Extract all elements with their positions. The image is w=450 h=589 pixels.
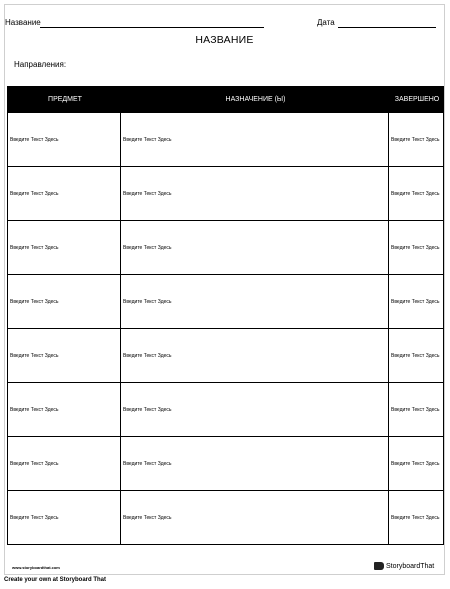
completed-cell[interactable]: Введите Текст Здесь	[389, 275, 444, 329]
column-header-assignment: НАЗНАЧЕНИЕ (Ы)	[121, 87, 389, 113]
column-header-completed: ЗАВЕРШЕНО	[389, 87, 444, 113]
footer-brand	[374, 562, 434, 570]
assignment-cell[interactable]: Введите Текст Здесь	[121, 113, 389, 167]
name-field-line[interactable]	[40, 27, 264, 28]
table-row	[8, 113, 444, 167]
subject-cell[interactable]: Введите Текст Здесь	[8, 275, 121, 329]
completed-cell[interactable]: Введите Текст Здесь	[389, 329, 444, 383]
subject-cell[interactable]: Введите Текст Здесь	[8, 221, 121, 275]
date-field-line[interactable]	[338, 27, 436, 28]
assignment-cell[interactable]: Введите Текст Здесь	[121, 221, 389, 275]
footer-site-url: www.storyboardthat.com	[12, 565, 60, 570]
storyboard-logo-icon	[374, 562, 384, 570]
assignment-cell[interactable]: Введите Текст Здесь	[121, 437, 389, 491]
subject-cell[interactable]: Введите Текст Здесь	[8, 437, 121, 491]
table-row	[8, 221, 444, 275]
assignment-cell[interactable]: Введите Текст Здесь	[121, 491, 389, 545]
completed-cell[interactable]: Введите Текст Здесь	[389, 437, 444, 491]
column-header-subject: ПРЕДМЕТ	[8, 87, 121, 113]
completed-cell[interactable]: Введите Текст Здесь	[389, 491, 444, 545]
table-row	[8, 329, 444, 383]
assignment-cell[interactable]: Введите Текст Здесь	[121, 329, 389, 383]
assignment-cell[interactable]: Введите Текст Здесь	[121, 383, 389, 437]
completed-cell[interactable]: Введите Текст Здесь	[389, 221, 444, 275]
brand-name: StoryboardThat	[386, 562, 435, 570]
assignment-cell[interactable]: Введите Текст Здесь	[121, 167, 389, 221]
completed-cell[interactable]: Введите Текст Здесь	[389, 383, 444, 437]
date-label: Дата	[317, 18, 335, 27]
table-row	[8, 491, 444, 545]
completed-cell[interactable]: Введите Текст Здесь	[389, 113, 444, 167]
assignment-table	[7, 86, 444, 545]
subject-cell[interactable]: Введите Текст Здесь	[8, 491, 121, 545]
name-label: Название	[5, 18, 41, 27]
table-row	[8, 275, 444, 329]
table-row	[8, 437, 444, 491]
assignment-cell[interactable]: Введите Текст Здесь	[121, 275, 389, 329]
worksheet-title: НАЗВАНИЕ	[195, 34, 254, 46]
table-header-row	[8, 87, 444, 113]
subject-cell[interactable]: Введите Текст Здесь	[8, 167, 121, 221]
subject-cell[interactable]: Введите Текст Здесь	[8, 113, 121, 167]
worksheet	[4, 4, 445, 575]
subject-cell[interactable]: Введите Текст Здесь	[8, 329, 121, 383]
completed-cell[interactable]: Введите Текст Здесь	[389, 167, 444, 221]
table-row	[8, 167, 444, 221]
subject-cell[interactable]: Введите Текст Здесь	[8, 383, 121, 437]
directions-label: Направления:	[14, 60, 67, 69]
table-row	[8, 383, 444, 437]
create-your-own-link[interactable]: Create your own at Storyboard That	[4, 577, 107, 583]
